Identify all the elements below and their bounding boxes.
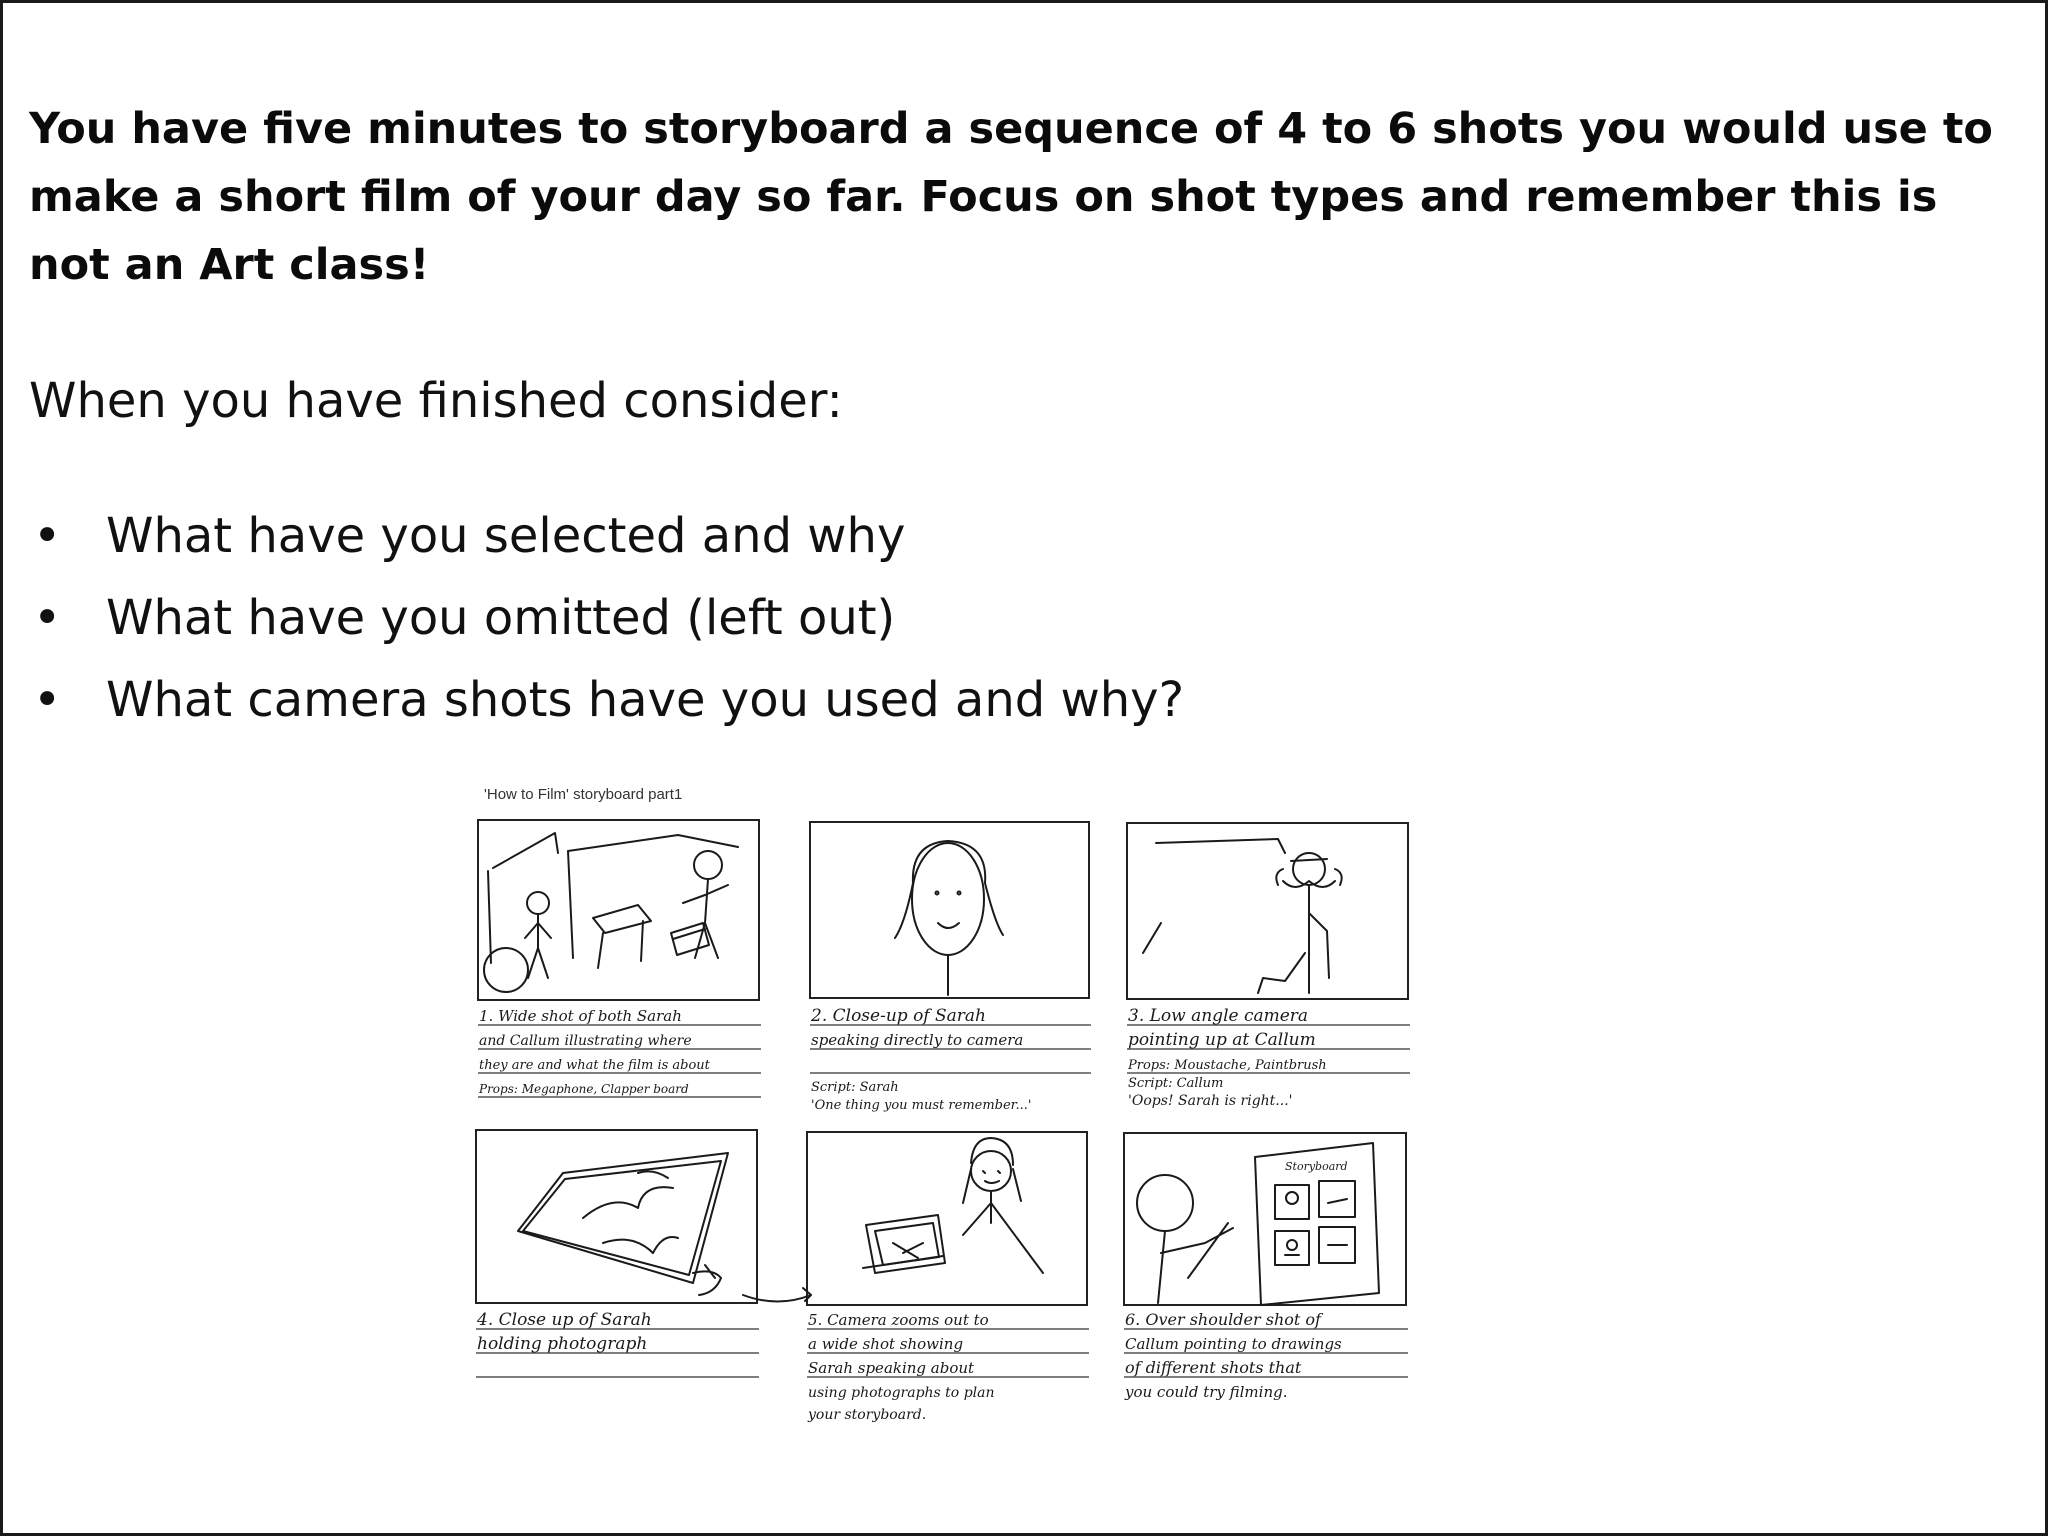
panel-3-frame	[1127, 823, 1408, 999]
panel-1-illustration	[484, 833, 738, 992]
panel-2-caption	[810, 1006, 1031, 1113]
caption-line: 6. Over shoulder shot of	[1125, 1310, 1321, 1329]
caption-line: they are and what the film is about	[479, 1058, 710, 1073]
caption-line: 4. Close up of Sarah	[477, 1310, 652, 1330]
caption-line: pointing up at Callum	[1128, 1030, 1316, 1050]
caption-line: using photographs to plan	[808, 1385, 995, 1401]
panel-5-illustration	[743, 1138, 1043, 1302]
caption-line: Callum pointing to drawings	[1125, 1335, 1342, 1353]
panel-5-caption	[807, 1311, 995, 1423]
panel-3-illustration	[1143, 839, 1342, 993]
bullet-marker: •	[33, 590, 62, 646]
caption-line: 5. Camera zooms out to	[808, 1311, 989, 1329]
caption-line: speaking directly to camera	[811, 1031, 1024, 1049]
caption-line: 3. Low angle camera	[1128, 1006, 1309, 1026]
caption-line: Props: Moustache, Paintbrush	[1128, 1058, 1327, 1073]
panel-2-illustration	[895, 841, 1003, 995]
storyboard-title: 'How to Film' storyboard part1	[484, 786, 683, 803]
caption-line: 'One thing you must remember...'	[811, 1098, 1032, 1113]
caption-line: Sarah speaking about	[808, 1359, 975, 1377]
caption-line: Props: Megaphone, Clapper board	[479, 1082, 689, 1096]
panel-5-frame	[807, 1132, 1087, 1305]
caption-line: you could try filming.	[1125, 1383, 1288, 1401]
panel-6-board-label: Storyboard	[1285, 1160, 1348, 1173]
storyboard-image	[443, 773, 1463, 1453]
storyboard-sketch	[443, 773, 1463, 1453]
panel-4-caption	[476, 1310, 652, 1354]
panel-1-caption	[478, 1007, 711, 1096]
question-text: What have you omitted (left out)	[106, 590, 896, 646]
caption-line: holding photograph	[477, 1334, 648, 1354]
panel-6-caption	[1124, 1310, 1342, 1401]
task-instructions: You have five minutes to storyboard a sequence of 4 to 6 shots you would use to make a short film of your day so far. Focus on shot types and remember this is not an Art class!	[29, 104, 1993, 290]
caption-line: Script: Callum	[1128, 1076, 1224, 1091]
caption-line: 2. Close-up of Sarah	[811, 1006, 986, 1026]
consider-label: When you have finished consider:	[29, 373, 843, 429]
caption-line: and Callum illustrating where	[479, 1033, 692, 1049]
panel-4-illustration	[518, 1153, 728, 1295]
caption-line: 'Oops! Sarah is right...'	[1128, 1093, 1293, 1109]
caption-line: your storyboard.	[808, 1407, 927, 1423]
caption-line: Script: Sarah	[811, 1080, 899, 1095]
question-text: What camera shots have you used and why?	[106, 672, 1185, 728]
panel-2-frame	[810, 822, 1089, 998]
panel-6-frame	[1124, 1133, 1406, 1305]
caption-line: of different shots that	[1125, 1358, 1302, 1377]
bullet-marker: •	[33, 508, 62, 564]
question-text: What have you selected and why	[106, 508, 906, 564]
caption-line: 1. Wide shot of both Sarah	[479, 1007, 682, 1025]
panel-3-caption	[1127, 1006, 1327, 1109]
bullet-marker: •	[33, 672, 62, 728]
caption-line: a wide shot showing	[808, 1335, 964, 1353]
